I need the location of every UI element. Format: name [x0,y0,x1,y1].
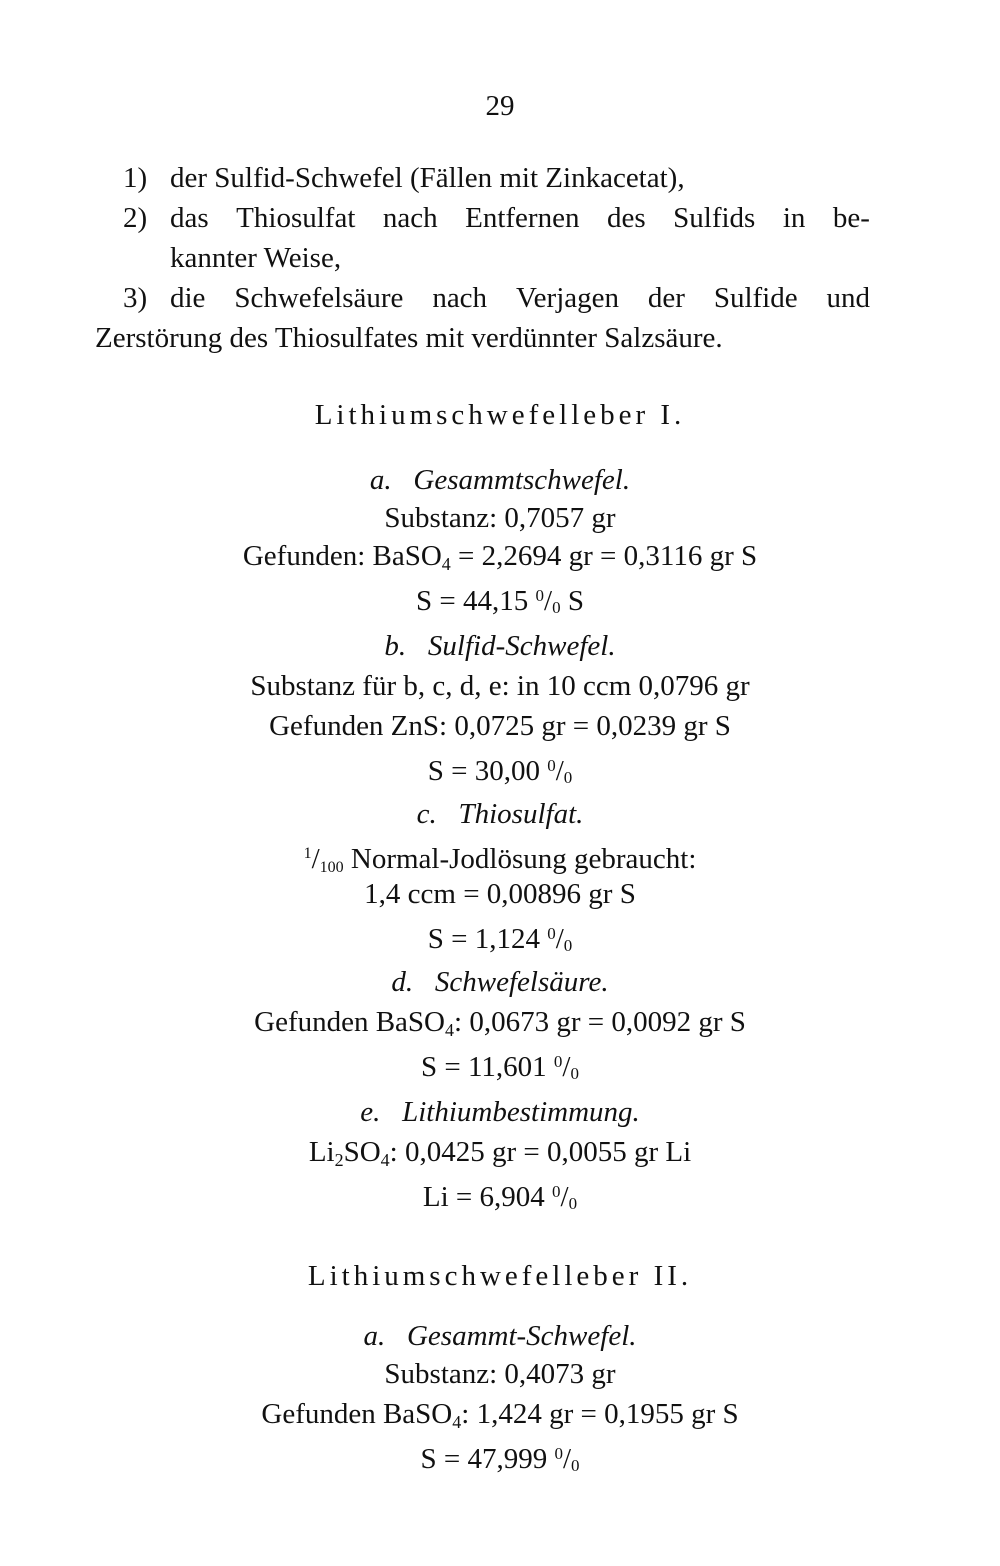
section-heading-1: Lithiumschwefelleber I. [314,399,686,431]
formula-text: Gefunden BaSO [261,1398,453,1430]
word: nach [382,202,438,234]
percent-sign-slash: / [555,755,564,787]
formula-text: Li [308,1136,335,1168]
percent-sign-top: 0 [554,1444,563,1463]
percent-sign-bottom: 0 [570,1064,579,1083]
subsection-title-text: Schwefelsäure. [434,966,609,998]
formula-text: Gefunden: BaSO [242,540,442,572]
word: nach [432,282,488,314]
percent-sign-top: 0 [552,1182,561,1201]
word: der [647,282,685,314]
subsection-2a-title [0,1318,1000,1354]
gefunden-1d [0,1004,1000,1040]
word: Sulfide [713,282,798,314]
list-item-1-text: der Sulfid-Schwefel (Fällen mit Zinkacetat), [170,162,685,194]
list-item-3-continuation: Zerstörung des Thiosulfates mit verdünnter Salzsäure. [95,322,723,354]
percent-sign-top: 0 [547,756,556,775]
subscript: 4 [452,1412,462,1432]
subsection-label: c. [416,798,437,830]
lithium-1e [0,1134,1000,1170]
result-1d [0,1044,1000,1092]
result-2a [0,1436,1000,1484]
formula-text: : 1,424 gr = 0,1955 gr S [461,1398,739,1430]
subsection-label: b. [384,630,407,662]
formula-text: : 0,0425 gr = 0,0055 gr Li [389,1136,692,1168]
word: Sulfids [673,202,756,234]
result-1e [0,1174,1000,1222]
percent-sign-bottom: 0 [568,1194,578,1213]
fraction-numerator: 1 [303,845,312,862]
normal-text: Normal-Jodlösung gebraucht: [343,843,697,875]
section-heading-2: Lithiumschwefelleber II. [307,1260,693,1292]
subsection-label: e. [360,1096,381,1128]
word: des [606,202,646,234]
percent-sign-slash: / [562,1443,572,1475]
subsection-title-text: Thiosulfat. [458,798,584,830]
list-item-2-number: 2) [123,202,148,234]
subscript: 2 [334,1150,344,1170]
subsection-label: a. [363,1320,386,1352]
result-text: S = 1,124 [427,923,548,955]
list-item-2-text [170,200,870,236]
subscript: 4 [441,554,451,574]
subscript: 4 [445,1020,455,1040]
percent-sign-top: 0 [535,586,545,605]
result-text: S = 47,999 [420,1443,555,1475]
page-number: 29 [485,90,515,122]
fraction-denominator: 100 [319,859,344,876]
gefunden-1a [0,538,1000,574]
list-item-3-text [170,280,870,316]
substanz-1b: Substanz für b, c, d, e: in 10 ccm 0,0796 gr [250,670,750,702]
subsection-title-text: Sulfid-Schwefel. [427,630,616,662]
gefunden-1b: Gefunden ZnS: 0,0725 gr = 0,0239 gr S [269,710,731,742]
fraction-slash: / [311,843,320,875]
percent-sign-bottom: 0 [571,1456,580,1475]
word: Thiosulfat [236,202,356,234]
word: Verjagen [515,282,620,314]
percent-sign-slash: / [544,585,553,617]
gefunden-2a [0,1396,1000,1432]
subscript: 4 [380,1150,390,1170]
formula-text: = 2,2694 gr = 0,3116 gr S [450,540,758,572]
substanz-1a: Substanz: 0,7057 gr [384,502,616,534]
formula-text: SO [343,1136,381,1168]
result-text: S = 30,00 [427,755,548,787]
result-text: Li = 6,904 [422,1181,553,1213]
percent-sign-top: 0 [547,924,556,943]
substanz-2a: Substanz: 0,4073 gr [384,1358,616,1390]
ccm-1c: 1,4 ccm = 0,00896 gr S [364,878,636,910]
formula-text: Gefunden BaSO [254,1006,446,1038]
percent-sign-slash: / [555,923,564,955]
percent-sign-bottom: 0 [563,936,573,955]
word: Schwefelsäure [234,282,404,314]
percent-sign-slash: / [560,1181,569,1213]
result-1c [0,916,1000,964]
subsection-label: a. [369,464,392,496]
list-item-1-number: 1) [123,162,148,194]
subsection-label: d. [391,966,414,998]
result-1b [0,748,1000,796]
word: das [170,202,209,234]
list-item-3-number: 3) [123,282,148,314]
subsection-1c-title [0,796,1000,832]
subsection-title-text: Gesammtschwefel. [413,464,631,496]
subsection-title-text: Gesammt-Schwefel. [406,1320,637,1352]
percent-sign-bottom: 0 [563,768,573,787]
word: in [782,202,806,234]
subsection-1a-title [0,462,1000,498]
list-item-2-continuation: kannter Weise, [170,242,342,274]
word: die [170,282,206,314]
subsection-1e-title [0,1094,1000,1130]
subsection-1b-title [0,628,1000,664]
word: be- [832,202,870,234]
percent-sign-top: 0 [553,1052,563,1071]
result-1a [0,578,1000,626]
word: und [826,282,870,314]
percent-sign-slash: / [562,1051,571,1083]
result-text: S = 11,601 [421,1051,554,1083]
result-text: S = 44,15 [416,585,536,617]
word: Entfernen [465,202,580,234]
result-text: S [560,585,584,617]
percent-sign-bottom: 0 [552,598,561,617]
formula-text: : 0,0673 gr = 0,0092 gr S [454,1006,746,1038]
subsection-1d-title [0,964,1000,1000]
subsection-title-text: Lithiumbestimmung. [402,1096,640,1128]
